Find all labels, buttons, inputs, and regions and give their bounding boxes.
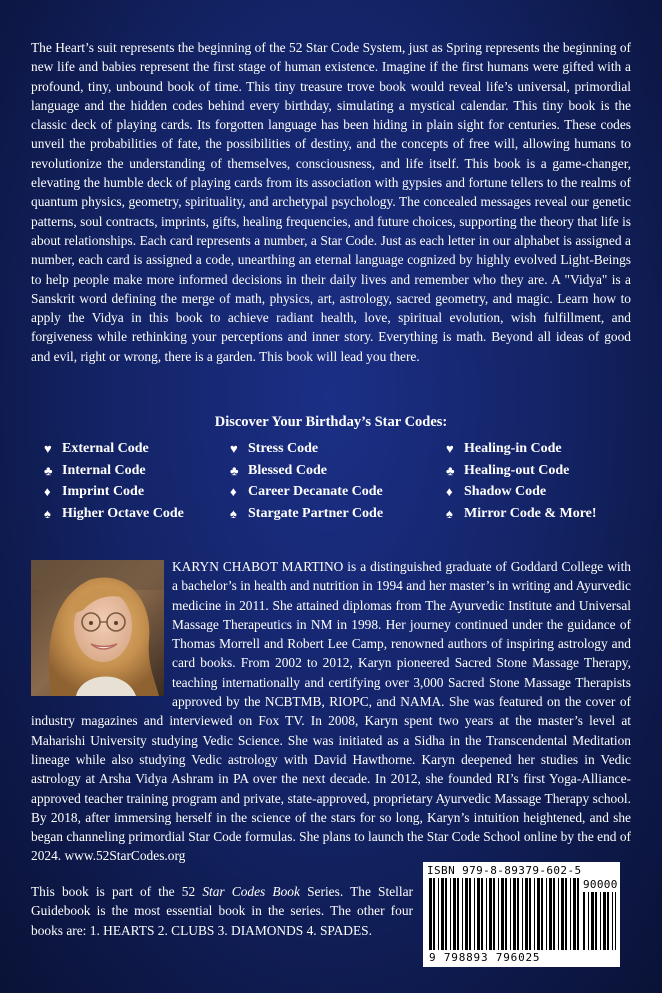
- barcode-bar: [457, 878, 459, 950]
- barcode-bar: [588, 892, 589, 950]
- barcode-bar: [577, 878, 579, 950]
- heart-suit-icon: ♥: [230, 441, 238, 456]
- diamond-suit-icon: ♦: [230, 484, 237, 499]
- barcode-bar: [615, 892, 616, 950]
- codes-heading: Discover Your Birthday’s Star Codes:: [214, 414, 448, 430]
- barcode-bar: [553, 878, 555, 950]
- code-label: Stargate Partner Code: [248, 505, 384, 521]
- club-suit-icon: ♣: [230, 462, 239, 478]
- spade-suit-icon: ♠: [230, 505, 237, 521]
- barcode-bar: [493, 878, 495, 950]
- star-codes-list: [44, 439, 624, 523]
- diamond-suit-icon: ♦: [44, 484, 51, 499]
- barcode-bar: [498, 878, 499, 950]
- barcode-bar: [429, 878, 432, 950]
- barcode-bar: [612, 892, 613, 950]
- barcode-bar: [474, 878, 475, 950]
- barcode-bar: [522, 878, 523, 950]
- barcode-bar: [570, 878, 571, 950]
- barcode-bar: [469, 878, 471, 950]
- code-item-higher-octave: [44, 504, 230, 524]
- author-bio: KARYN CHABOT MARTINO is a distinguished graduate of Goddard College with a bachelor’s in health and nutrition in 1994 and her master’s in writing and Ayurvedic medicine in 2011. She attained diplomas from The Ayurvedic Institute and Universal Massage Therapeutics in NM in 1998. Her journey continued under the guidance of Thomas Morrell and Robert Lee Camp, renowned authors of inspiring astrology and card books. From 2002 to 2012, Karyn pioneered Sacred Stone Massage Therapy, teaching internationally and certifying over 3,000 Sacred Stone Massage Therapists approved by the NCBTMB, RIOPC, and NAMA. She was featured on the cover of industry magazines and interviewed on Fox TV. In 2008, Karyn spent two years at the master’s level at Maharishi University studying Vedic Science. She was initiated as a Sidha in the Transcendental Meditation lineage while also studying Vedic astrology with David Hawthorne. Karyn deepened her studies in Vedic astrology at Arsha Vidya Ashram in PA over the next decade. In 2012, she founded RI’s first Yoga-Alliance-approved teacher training program and private, state-approved, proprietary Ayurvedic Massage Therapy school. By 2018, after immersing herself in the science of the stars for so long, Karyn’s intuition heightened, and she began channeling primordial Star Code formulas. She plans to launch the Star Code School online by the end of 2024. www.52StarCodes.org: [31, 559, 631, 864]
- code-item-stargate-partner: [230, 504, 446, 524]
- barcode-bar: [558, 878, 559, 950]
- club-suit-icon: ♣: [44, 462, 53, 478]
- barcode-bar: [583, 892, 585, 950]
- code-item-healing-in: [446, 439, 624, 459]
- barcode-bar: [501, 878, 504, 950]
- code-label: Internal Code: [62, 462, 146, 478]
- code-item-career-decanate: [230, 482, 446, 502]
- barcode-bar: [445, 878, 447, 950]
- code-label: External Code: [62, 441, 149, 456]
- code-item-shadow: [446, 482, 624, 502]
- code-item-imprint: [44, 482, 230, 502]
- barcode-bar: [541, 878, 543, 950]
- series-note-post: Series. The Stellar Guidebook is the most essential book in the series. The other four books are: 1. HEARTS 2. CLUBS 3. DIAMONDS 4. SPADES.: [31, 884, 413, 938]
- barcode-bar: [565, 878, 567, 950]
- code-label: Stress Code: [248, 441, 319, 456]
- price-barcode-bars: [583, 892, 616, 950]
- barcode-bar: [546, 878, 547, 950]
- code-item-stress: [230, 439, 446, 459]
- barcode-bar: [510, 878, 511, 950]
- barcode-bar: [486, 878, 487, 950]
- barcode-bar: [438, 878, 439, 950]
- barcode-bar: [534, 878, 535, 950]
- isbn-number: ISBN 979-8-89379-602-5: [427, 864, 582, 877]
- series-note: [31, 882, 413, 940]
- code-label: Healing-in Code: [464, 441, 562, 456]
- barcode-bar: [505, 878, 507, 950]
- barcode-bar: [450, 878, 451, 950]
- barcode-bar: [537, 878, 540, 950]
- author-bio-container: [31, 557, 631, 866]
- barcode-bar: [525, 878, 528, 950]
- book-description: The Heart’s suit represents the beginning of the 52 Star Code System, just as Spring represents the beginning of new life and babies represent the first stage of human existence. Imagine if the first humans were gifted with a profound, tiny, unbound book of time. This tiny treasure trove book would reveal life’s universal, primordial language and the hidden codes behind every birthday, simulating a mystical calendar. This tiny book is the classic deck of playing cards. Its forgotten language has been hiding in plain sight for centuries. These codes unveil the probabilities of fate, the possibilities of destiny, and the concepts of free will, allowing humans to revolutionize the understanding of themselves, consciousness, and life itself. This book is a game-changer, elevating the humble deck of playing cards from its association with gypsies and fortune tellers to the realms of quantum physics, geometry, spirituality, and archetypal psychology. The concealed messages reveal our genetic patterns, soul contracts, imprints, gifts, healing frequencies, and future choices, supporting the theory that life is about relationships. Each card represents a number, a Star Code. Just as each letter in our alphabet is assigned a number, each card is assigned a code, unearthing an eternal language cognized by highly evolved Light-Beings to help people make more informed decisions in their daily lives and remember who they are. A "Vidya" is a Sanskrit word defining the merge of math, physics, art, astrology, sacred geometry, and magic. Learn how to apply the Vidya in this book to achieve radiant health, love, spiritual evolution, wish fulfillment, and forgiveness while rethinking your perceptions and inner story. Everything is math. Beyond all ideas of good and evil, right or wrong, there is a garden. This book will lead you there.: [31, 40, 631, 364]
- barcode-bar: [465, 878, 468, 950]
- barcode-bar: [433, 878, 435, 950]
- photo-spacer: [31, 557, 172, 693]
- code-label: Imprint Code: [62, 484, 145, 499]
- code-item-internal: [44, 461, 230, 481]
- barcode-bar: [481, 878, 483, 950]
- diamond-suit-icon: ♦: [446, 484, 453, 499]
- club-suit-icon: ♣: [446, 462, 455, 478]
- barcode-bar: [561, 878, 564, 950]
- barcode-bar: [600, 892, 601, 950]
- barcode-number: 9 798893 796025: [429, 951, 541, 964]
- code-label: Shadow Code: [464, 484, 547, 499]
- heart-suit-icon: ♥: [446, 441, 454, 456]
- code-item-blessed: [230, 461, 446, 481]
- barcode-bar: [573, 878, 576, 950]
- barcode-bar: [462, 878, 463, 950]
- barcode-bar: [441, 878, 444, 950]
- price-code: 90000: [583, 878, 618, 891]
- barcode-bar: [453, 878, 456, 950]
- code-label: Blessed Code: [248, 462, 327, 478]
- barcode-bars: [429, 878, 579, 950]
- spade-suit-icon: ♠: [44, 505, 51, 521]
- barcode-bar: [513, 878, 516, 950]
- barcode-bar: [595, 892, 597, 950]
- code-item-mirror: [446, 504, 624, 524]
- barcode-bar: [549, 878, 552, 950]
- barcode-bar: [517, 878, 519, 950]
- barcode-bar: [591, 892, 594, 950]
- barcode-bar: [489, 878, 492, 950]
- series-name: Star Codes Book: [202, 884, 300, 899]
- isbn-barcode: [423, 862, 620, 967]
- code-item-external: [44, 439, 230, 459]
- code-label: Mirror Code & More!: [464, 505, 597, 521]
- spade-suit-icon: ♠: [446, 505, 453, 521]
- code-label: Career Decanate Code: [248, 484, 383, 499]
- heart-suit-icon: ♥: [44, 441, 52, 456]
- barcode-bar: [607, 892, 609, 950]
- code-label: Higher Octave Code: [62, 505, 184, 521]
- barcode-bar: [603, 892, 606, 950]
- code-label: Healing-out Code: [464, 462, 570, 478]
- code-item-healing-out: [446, 461, 624, 481]
- barcode-bar: [477, 878, 480, 950]
- barcode-bar: [529, 878, 531, 950]
- series-note-pre: This book is part of the 52: [31, 884, 203, 899]
